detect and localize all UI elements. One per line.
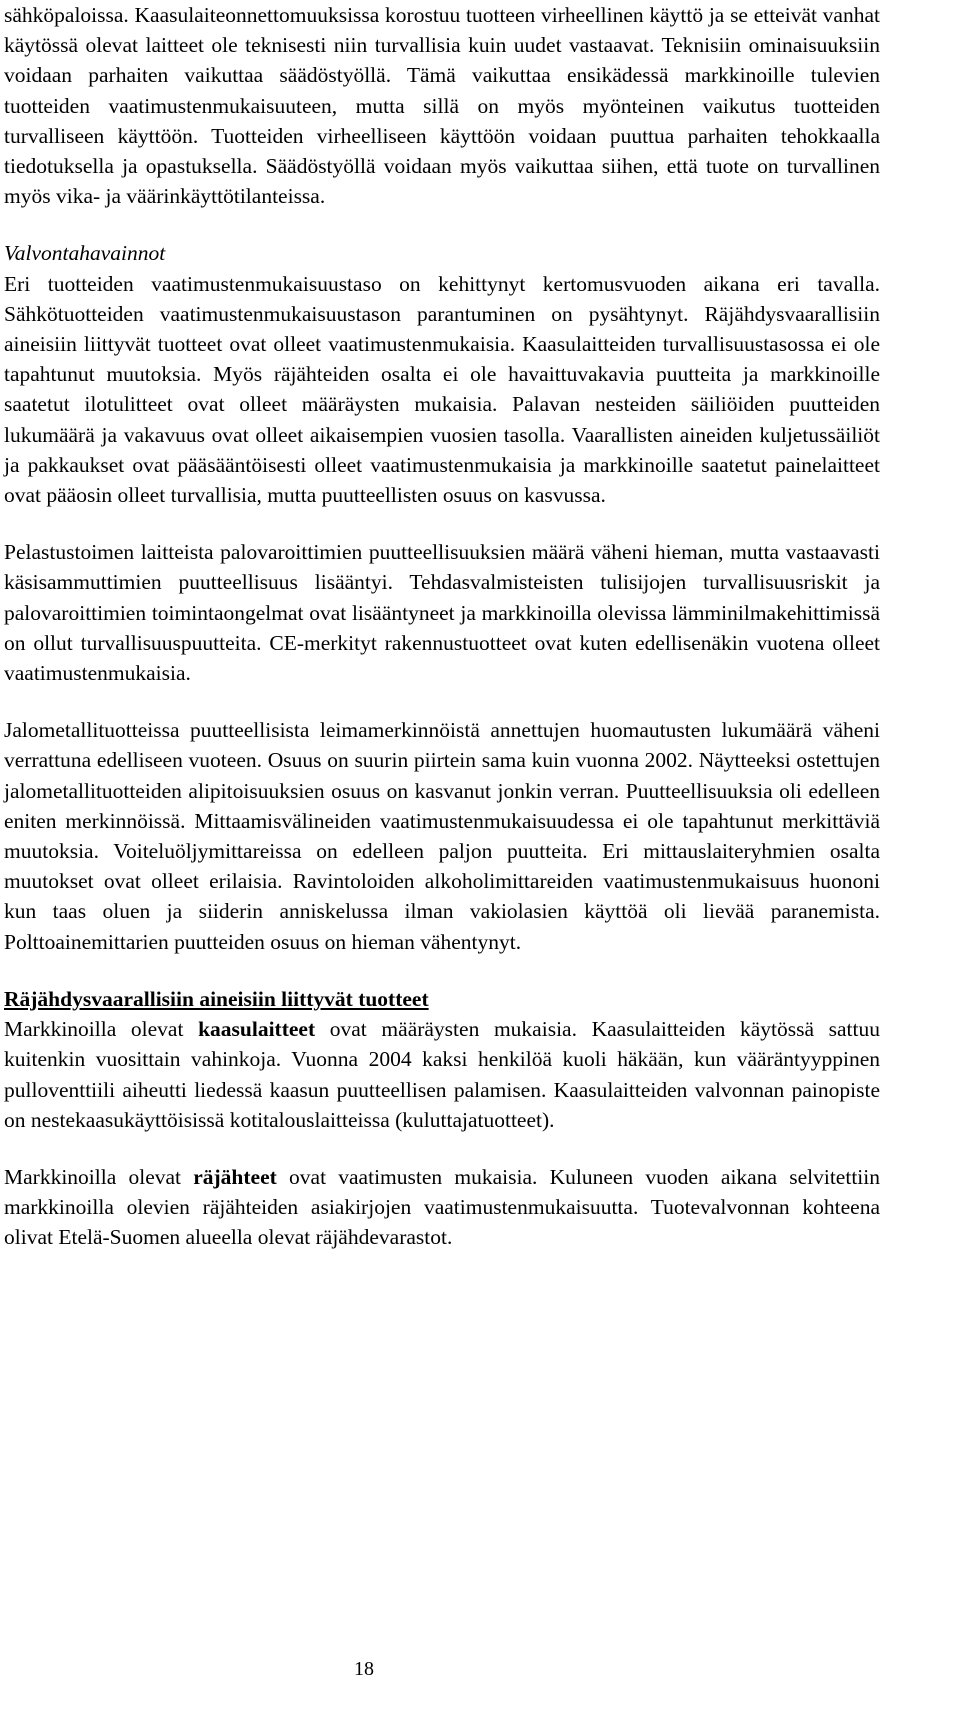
gas-appliances-text-start: Markkinoilla olevat — [4, 1017, 199, 1042]
explosives-text-rest: ovat vaatimusten mukaisia. Kuluneen vuoden aikana selvitettiin markkinoilla olevien räjähteiden asiakirjojen vaatimustenmukaisuutta. Tuotevalvonnan kohteena olivat Etelä-Suomen alueella olevat räjähdevarastot. — [4, 1164, 880, 1250]
precious-metals-paragraph: Jalometallituotteissa puutteellisista leimamerkinnöistä annettujen huomautusten lukumäärä väheni verrattuna edelliseen vuoteen. Osuus on suurin piirtein sama kuin vuonna 2002. Näytteeksi ostettujen jalometallituotteiden alipitoisuuksien osuus on kasvanut jonkin verran. Puutteellisuuksia oli edelleen eniten merkinnöissä. Mittaamisvälineiden vaatimustenmukaisuudessa ei ole tapahtunut merkittäviä muutoksia. Voiteluöljymittareissa on edelleen paljon puutteita. Eri mittauslaiteryhmien osalta muutokset ovat olleet erilaisia. Ravintoloiden alkoholimittareiden vaatimustenmukaisuus huononi kun taas oluen ja siiderin anniskelussa ilman vakiolasien käyttöä oli lievää paranemista. Polttoainemittarien puutteiden osuus on hieman vähentynyt. — [4, 718, 880, 954]
valvontahavainnot-heading-text: Valvontahavainnot — [4, 241, 166, 266]
gas-appliances-text-rest: ovat määräysten mukaisia. Kaasulaitteiden käytössä sattuu kuitenkin vuosittain vahinkoja. Vuonna 2004 kaksi henkilöä kuoli häkään, kun vääräntyyppinen pulloventtiili aiheutti liedessä kaasun puutteellisen palamisen. Kaasulaitteiden valvonnan painopiste on nestekaasukäyttöisissä kotitalouslaitteissa (kuluttajatuotteet). — [4, 1017, 880, 1132]
valvontahavainnot-heading — [4, 238, 880, 268]
observations-paragraph: Eri tuotteiden vaatimustenmukaisuustaso on kehittynyt kertomusvuoden aikana eri tavalla. Sähkötuotteiden vaatimustenmukaisuustason parantuminen on pysähtynyt. Räjähdysvaarallisiin aineisiin liittyvät tuotteet ovat olleet vaatimustenmukaisia. Kaasulaitteiden turvallisuustasossa ei ole tapahtunut muutoksia. Myös räjähteiden osalta ei ole havaittuvakavia puutteita ja markkinoille saatetut ilotulitteet ovat olleet määräysten mukaisia. Palavan nesteiden säiliöiden puutteiden lukumäärä ja vakavuus ovat olleet aikaisempien vuosien tasolla. Vaarallisten aineiden kuljetussäiliöt ja pakkaukset ovat pääsääntöisesti olleet vaatimustenmukaisia ja markkinoille saatetut painelaitteet ovat pääosin olleet turvallisia, mutta puutteellisten osuus on kasvussa. — [4, 271, 880, 508]
page-number: 18 — [354, 1658, 374, 1680]
explosives-paragraph — [4, 1162, 880, 1253]
section-heading — [4, 984, 880, 1014]
explosives-text-start: Markkinoilla olevat — [4, 1164, 194, 1189]
intro-paragraph: sähköpaloissa. Kaasulaiteonnettomuuksissa korostuu tuotteen virheellinen käyttö ja se etteivät vanhat käytössä olevat laitteet ole teknisesti niin turvallisia kuin uudet vastaavat. Teknisiin ominaisuuksiin voidaan parhaiten vaikuttaa säädöstyöllä. Tämä vaikuttaa ensikädessä markkinoille tulevien tuotteiden vaatimustenmukaisuuteen, mutta sillä on myös myönteinen vaikutus tuotteiden turvalliseen käyttöön. Tuotteiden virheelliseen käyttöön voidaan puuttua parhaiten tehokkaalla tiedotuksella ja opastuksella. Säädöstyöllä voidaan myös vaikuttaa siihen, että tuote on turvallinen myös vika- ja väärinkäyttötilanteissa. — [4, 3, 880, 209]
gas-appliances-bold-term: kaasulaitteet — [198, 1017, 316, 1042]
document-body — [4, 0, 880, 1253]
gas-appliances-paragraph — [4, 1014, 880, 1135]
section-heading-text: Räjähdysvaarallisiin aineisiin liittyvät tuotteet — [4, 986, 429, 1011]
rescue-equipment-paragraph: Pelastustoimen laitteista palovaroittimien puutteellisuuksien määrä väheni hieman, mutta vastaavasti käsisammuttimien puutteellisuus lisääntyi. Tehdasvalmisteisten tulisijojen turvallisuusriskit ja palovaroittimien toimintaongelmat ovat lisääntyneet ja markkinoilla olevissa lämminilmakehittimissä on ollut turvallisuuspuutteita. CE-merkityt rakennustuotteet ovat kuten edellisenäkin vuotena olleet vaatimustenmukaisia. — [4, 540, 880, 686]
explosives-bold-term: räjähteet — [193, 1164, 277, 1189]
